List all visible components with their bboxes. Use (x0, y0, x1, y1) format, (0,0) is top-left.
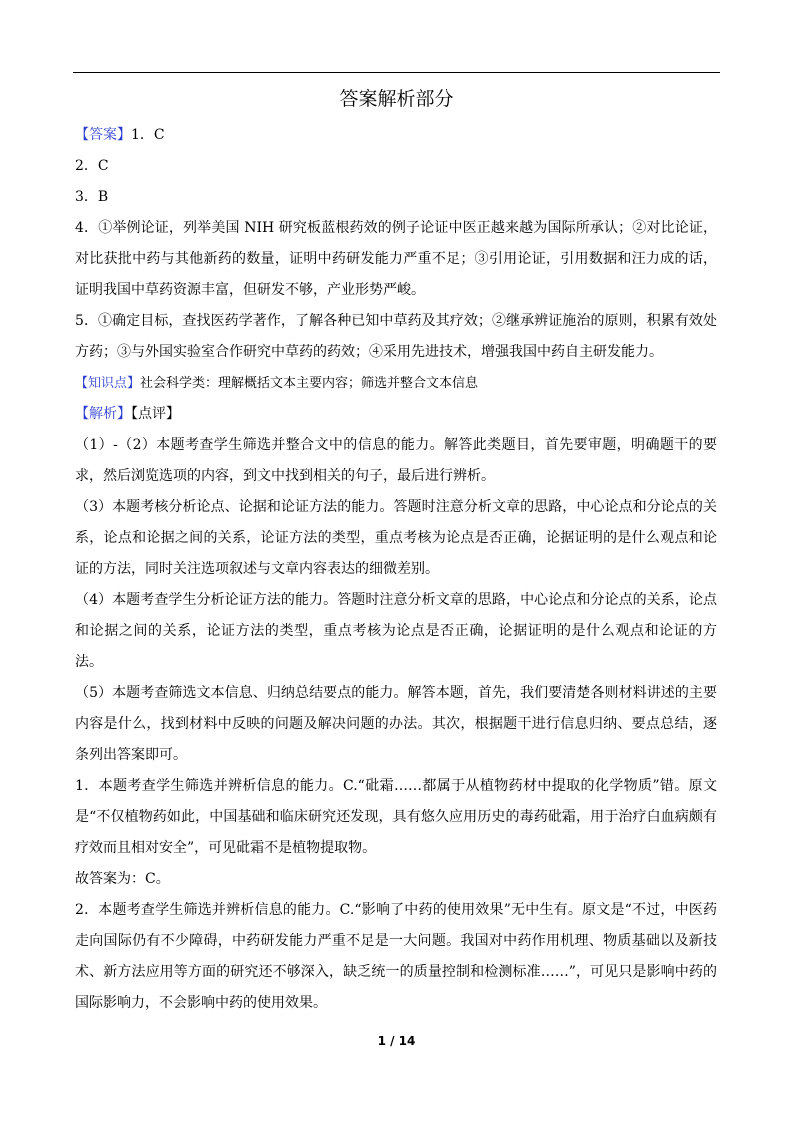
review-tag: 【点评】 (131, 406, 180, 422)
answer-line-3: 3．B (75, 189, 109, 205)
page-title: 答案解析部分 (339, 88, 454, 110)
header-rule (73, 72, 720, 73)
answer-line-5: 5．①确定目标，查找医药学著作，了解各种已知中草药及其疗效；②继承辨证施治的原则，积累有效处方药；③与外国实验室合作研究中草药的药效；④采用先进技术，增强我国中药自主研发能力。 (75, 313, 717, 360)
analysis-paragraph: （5）本题考查筛选文本信息、归纳总结要点的能力。解答本题，首先，我们要清楚各则材料讲述的主要内容是什么，找到材料中反映的问题及解决问题的办法。其次，根据题干进行信息归纳、要点总结，逐条列出答案即可。 (75, 685, 717, 763)
analysis-paragraph: 2．本题考查学生筛选并辨析信息的能力。C.“影响了中药的使用效果”无中生有。原文是“不过，中医药走向国际仍有不少障碍，中药研发能力严重不足是一大问题。我国对中药作用机理、物质基础以及新技术、新方法应用等方面的研究还不够深入，缺乏统一的质量控制和检测标准……”，可见只是影响中药的国际影响力，不会影响中药的使用效果。 (75, 902, 717, 1011)
answer-line-1: 【答案】1．C (75, 127, 165, 143)
knowledge-tag: 【知识点】 (75, 376, 141, 391)
analysis-tag: 【解析】 (75, 406, 131, 422)
analysis-paragraph: 1．本题考查学生筛选并辨析信息的能力。C.“砒霜……都属于从植物药材中提取的化学物质”错。原文是“不仅植物药如此，中国基础和临床研究还发现，具有悠久应用历史的毒药砒霜，用于治疗白血病颇有疗效而且相对安全”，可见砒霜不是植物提取物。 (75, 778, 717, 856)
analysis-header (75, 399, 717, 430)
analysis-paragraph: （4）本题考查学生分析论证方法的能力。答题时注意分析文章的思路，中心论点和分论点的关系，论点和论据之间的关系，论证方法的类型，重点考核为论点是否正确，论据证明的是什么观点和论证的方法。 (75, 592, 717, 670)
answer-line-2: 2．C (75, 158, 109, 174)
analysis-paragraph: （1）-（2）本题考查学生筛选并整合文中的信息的能力。解答此类题目，首先要审题，明确题干的要求，然后浏览选项的内容，到文中找到相关的句子，最后进行辨析。 (75, 437, 717, 484)
answer-tag: 【答案】 (75, 127, 131, 143)
knowledge-line: 【知识点】社会科学类：理解概括文本主要内容；筛选并整合文本信息 (75, 376, 479, 391)
answer-line-4: 4．①举例论证，列举美国 NIH 研究板蓝根药效的例子论证中医正越来越为国际所承认；②对比论证，对比获批中药与其他新药的数量，证明中药研发能力严重不足；③引用论证，引用数据和汪力成的话，证明我国中草药资源丰富，但研发不够，产业形势严峻。 (75, 220, 717, 298)
page-number: 1 / 14 (377, 1034, 416, 1048)
analysis-paragraph: 故答案为：C。 (75, 871, 170, 887)
document-body (75, 120, 717, 1019)
analysis-paragraph: （3）本题考核分析论点、论据和论证方法的能力。答题时注意分析文章的思路，中心论点和分论点的关系，论点和论据之间的关系，论证方法的类型，重点考核为论点是否正确，论据证明的是什么观点和论证的方法，同时关注选项叙述与文章内容表达的细微差别。 (75, 499, 717, 577)
